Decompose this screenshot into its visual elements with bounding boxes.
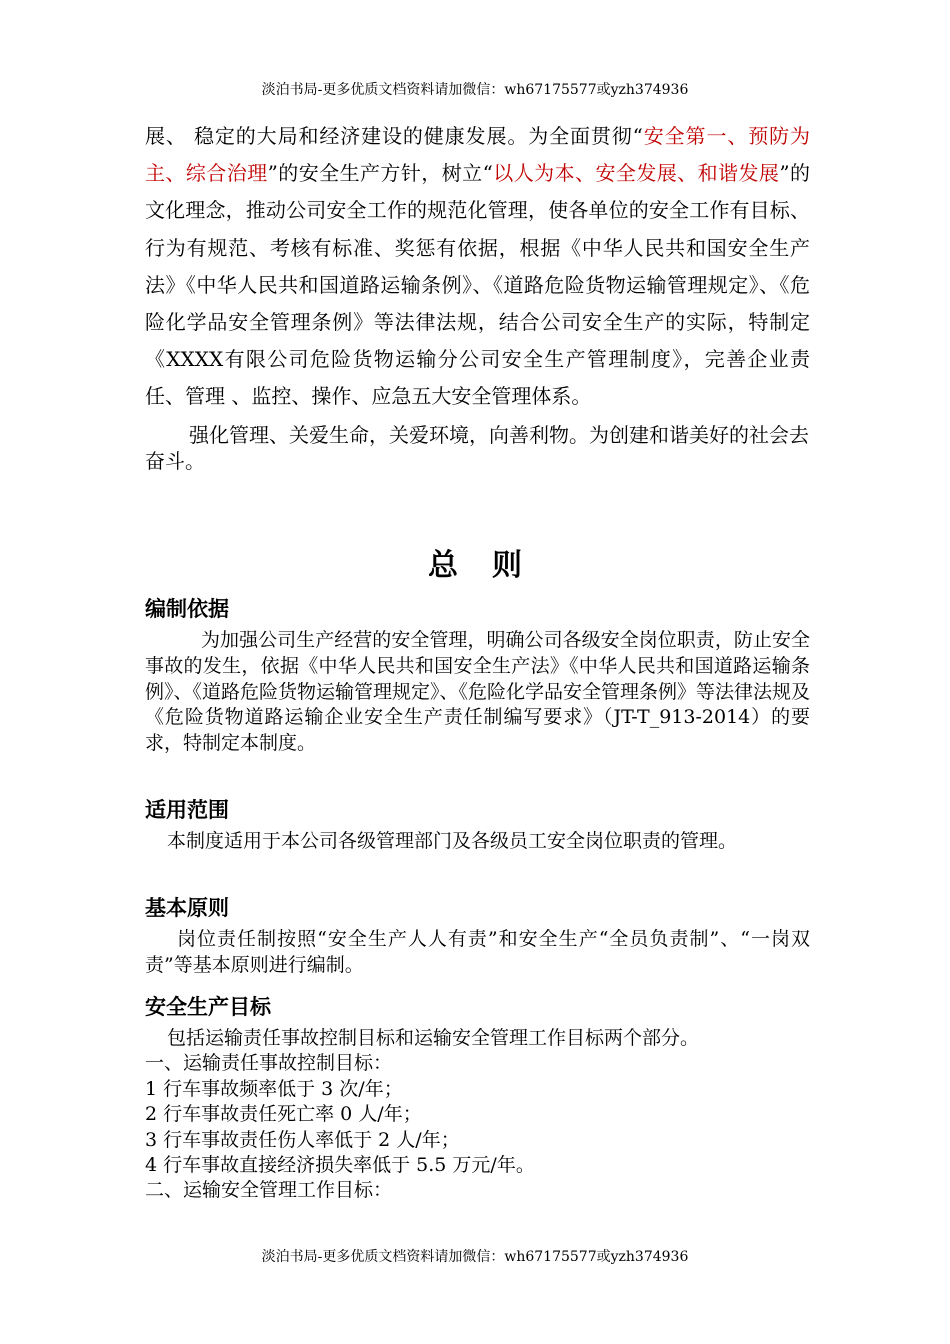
goal-line: 2 行车事故责任死亡率 0 人/年； [145, 1103, 422, 1126]
section-heading: 基本原则 [145, 896, 229, 920]
goal-line: 二、运输安全管理工作目标： [145, 1179, 393, 1202]
intro-text-1: 展、 稳定的大局和经济建设的健康发展。为全面贯彻“ [145, 124, 643, 148]
goal-line: 1 行车事故频率低于 3 次/年； [145, 1077, 403, 1100]
section-text: 本制度适用于本公司各级管理部门及各级员工安全岗位职责的管理。 [167, 830, 738, 852]
page-footer: 淡泊书局-更多优质文档资料请加微信：wh67175577或yzh374936 [261, 1249, 689, 1265]
page-title [0, 540, 950, 584]
intro-highlight-1: 安全第一、预防为主、综合治理 [145, 124, 810, 186]
intro-text-3: ”的文化理念，推动公司安全工作的规范化管理，使各单位的安全工作有目标、行为有规范、考核有标准、奖惩有依据，根据《中华人民共和国安全生产法》《中华人民共和国道路运输条例》、《道路危险货物运输管理规定》、《危险化学品安全管理条例》等法律法规，结合公司安全生产的实际，特制定《XXXX有限公司危险货物运输分公司安全生产管理制度》，完善企业责任、管理 、监控、操作、应急五大安全管理体系。 [145, 161, 811, 409]
title-char-2: 则 [492, 548, 522, 583]
intro-block [145, 118, 810, 474]
section-text: 岗位责任制按照“安全生产人人有责”和安全生产“全员负责制”、“一岗双责”等基本原则进行编制。 [145, 928, 810, 976]
section-heading: 编制依据 [145, 597, 229, 621]
section-basis [145, 594, 810, 757]
goal-line: 3 行车事故责任伤人率低于 2 人/年； [145, 1128, 460, 1151]
intro-highlight-2: 以人为本、安全发展、和谐发展 [492, 161, 780, 186]
goals-intro: 包括运输责任事故控制目标和运输安全管理工作目标两个部分。 [167, 1027, 700, 1049]
page-header: 淡泊书局-更多优质文档资料请加微信：wh67175577或yzh374936 [261, 82, 689, 98]
section-text: 为加强公司生产经营的安全管理，明确公司各级安全岗位职责，防止安全事故的发生，依据《中华人民共和国安全生产法》《中华人民共和国道路运输条例》、《道路危险货物运输管理规定》、《危险化学品安全管理条例》等法律法规及《危险货物道路运输企业安全生产责任制编写要求》（JT-T_913-2014）的要求，特制定本制度。 [145, 629, 811, 755]
intro-closing: 强化管理、关爱生命，关爱环境，向善利物。为创建和谐美好的社会去奋斗。 [145, 422, 809, 473]
goal-line: 一、运输责任事故控制目标： [145, 1052, 393, 1075]
section-scope [145, 795, 810, 855]
section-heading: 适用范围 [145, 798, 229, 822]
section-principle [145, 893, 810, 979]
intro-paragraph [145, 118, 810, 416]
title-char-1: 总 [428, 548, 458, 583]
intro-text-2: ”的安全生产方针，树立“ [267, 161, 493, 186]
goal-line: 4 行车事故直接经济损失率低于 5.5 万元/年。 [145, 1154, 535, 1177]
section-goals [145, 992, 810, 1204]
section-heading: 安全生产目标 [145, 995, 271, 1019]
